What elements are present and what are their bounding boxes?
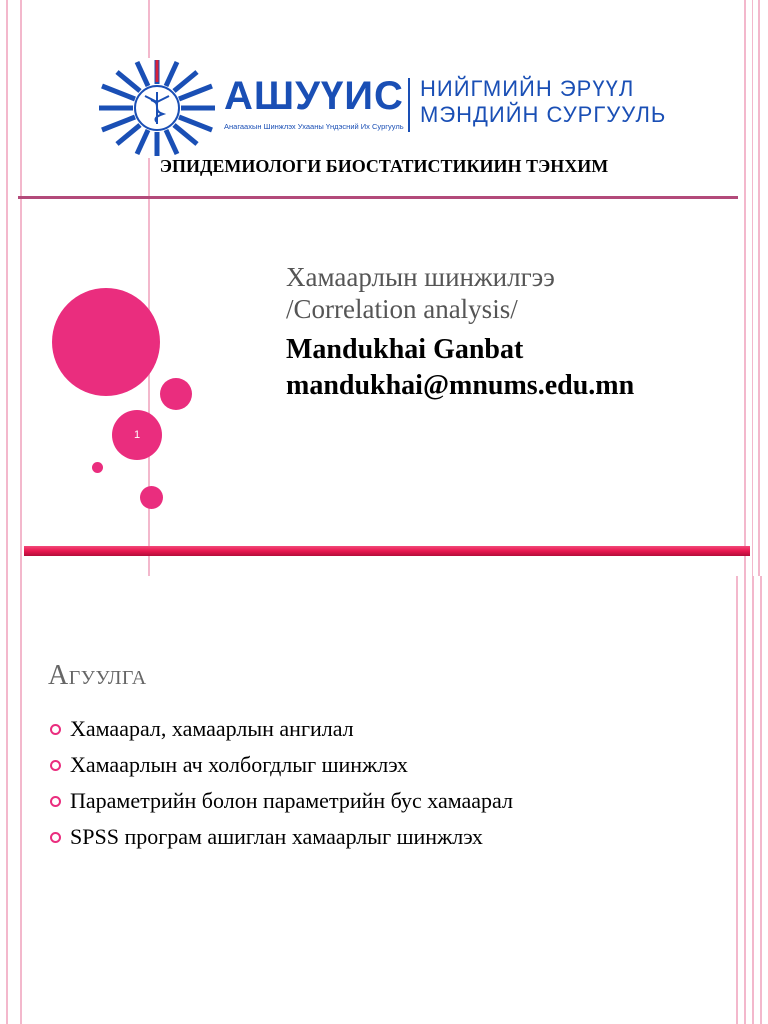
decor-line [760,576,762,1024]
list-item-text: Параметрийн болон параметрийн бус хамаарал [70,788,513,813]
agenda-slide [0,576,768,1024]
list-item-text: SPSS програм ашиглан хамаарлыг шинжлэх [70,824,483,849]
logo-divider [408,78,410,132]
list-item [50,750,690,780]
bullet-icon [50,832,61,843]
list-item [50,786,690,816]
school-name-line1: НИЙГМИЙН ЭРҮҮЛ [420,76,635,101]
department-name: ЭПИДЕМИОЛОГИ БИОСТАТИСТИКИИН ТЭНХИМ [159,156,609,176]
bullet-icon [50,724,61,735]
decor-circle [92,462,103,473]
bottom-bar [24,546,750,556]
decor-line [20,0,22,576]
decor-circle [140,486,163,509]
brand-name: АШУҮИС [224,74,404,118]
decor-line [6,576,8,1024]
list-item [50,714,690,744]
decor-line [744,576,746,1024]
decor-line [6,0,8,576]
decor-line [758,0,760,576]
page-number: 1 [112,410,162,460]
author-email: mandukhai@mnums.edu.mn [286,370,635,401]
brand-subtitle: Анагаахын Шинжлэх Ухааны Үндэсний Их Сургууль [224,122,404,131]
decor-line [20,576,22,1024]
decor-circle [160,378,192,410]
agenda-list [50,714,690,858]
decor-line [744,0,746,576]
list-item [50,822,690,852]
header-divider [18,196,738,199]
bullet-icon [50,760,61,771]
decor-circle [52,288,160,396]
presentation-title: Хамаарлын шинжилгээ [286,262,555,292]
university-logo [96,58,700,158]
decor-line [736,576,738,1024]
presentation-subtitle: /Correlation analysis/ [286,294,518,324]
decor-line [752,0,753,576]
author-name: Mandukhai Ganbat [286,334,524,365]
list-item-text: Хамаарлын ач холбогдлыг шинжлэх [70,752,408,777]
decor-line [752,576,754,1024]
bullet-icon [50,796,61,807]
school-name-line2: МЭНДИЙН СУРГУУЛЬ [420,102,667,127]
agenda-title: Агуулга [48,660,147,691]
university-emblem-icon [96,58,218,158]
list-item-text: Хамаарал, хамаарлын ангилал [70,716,354,741]
